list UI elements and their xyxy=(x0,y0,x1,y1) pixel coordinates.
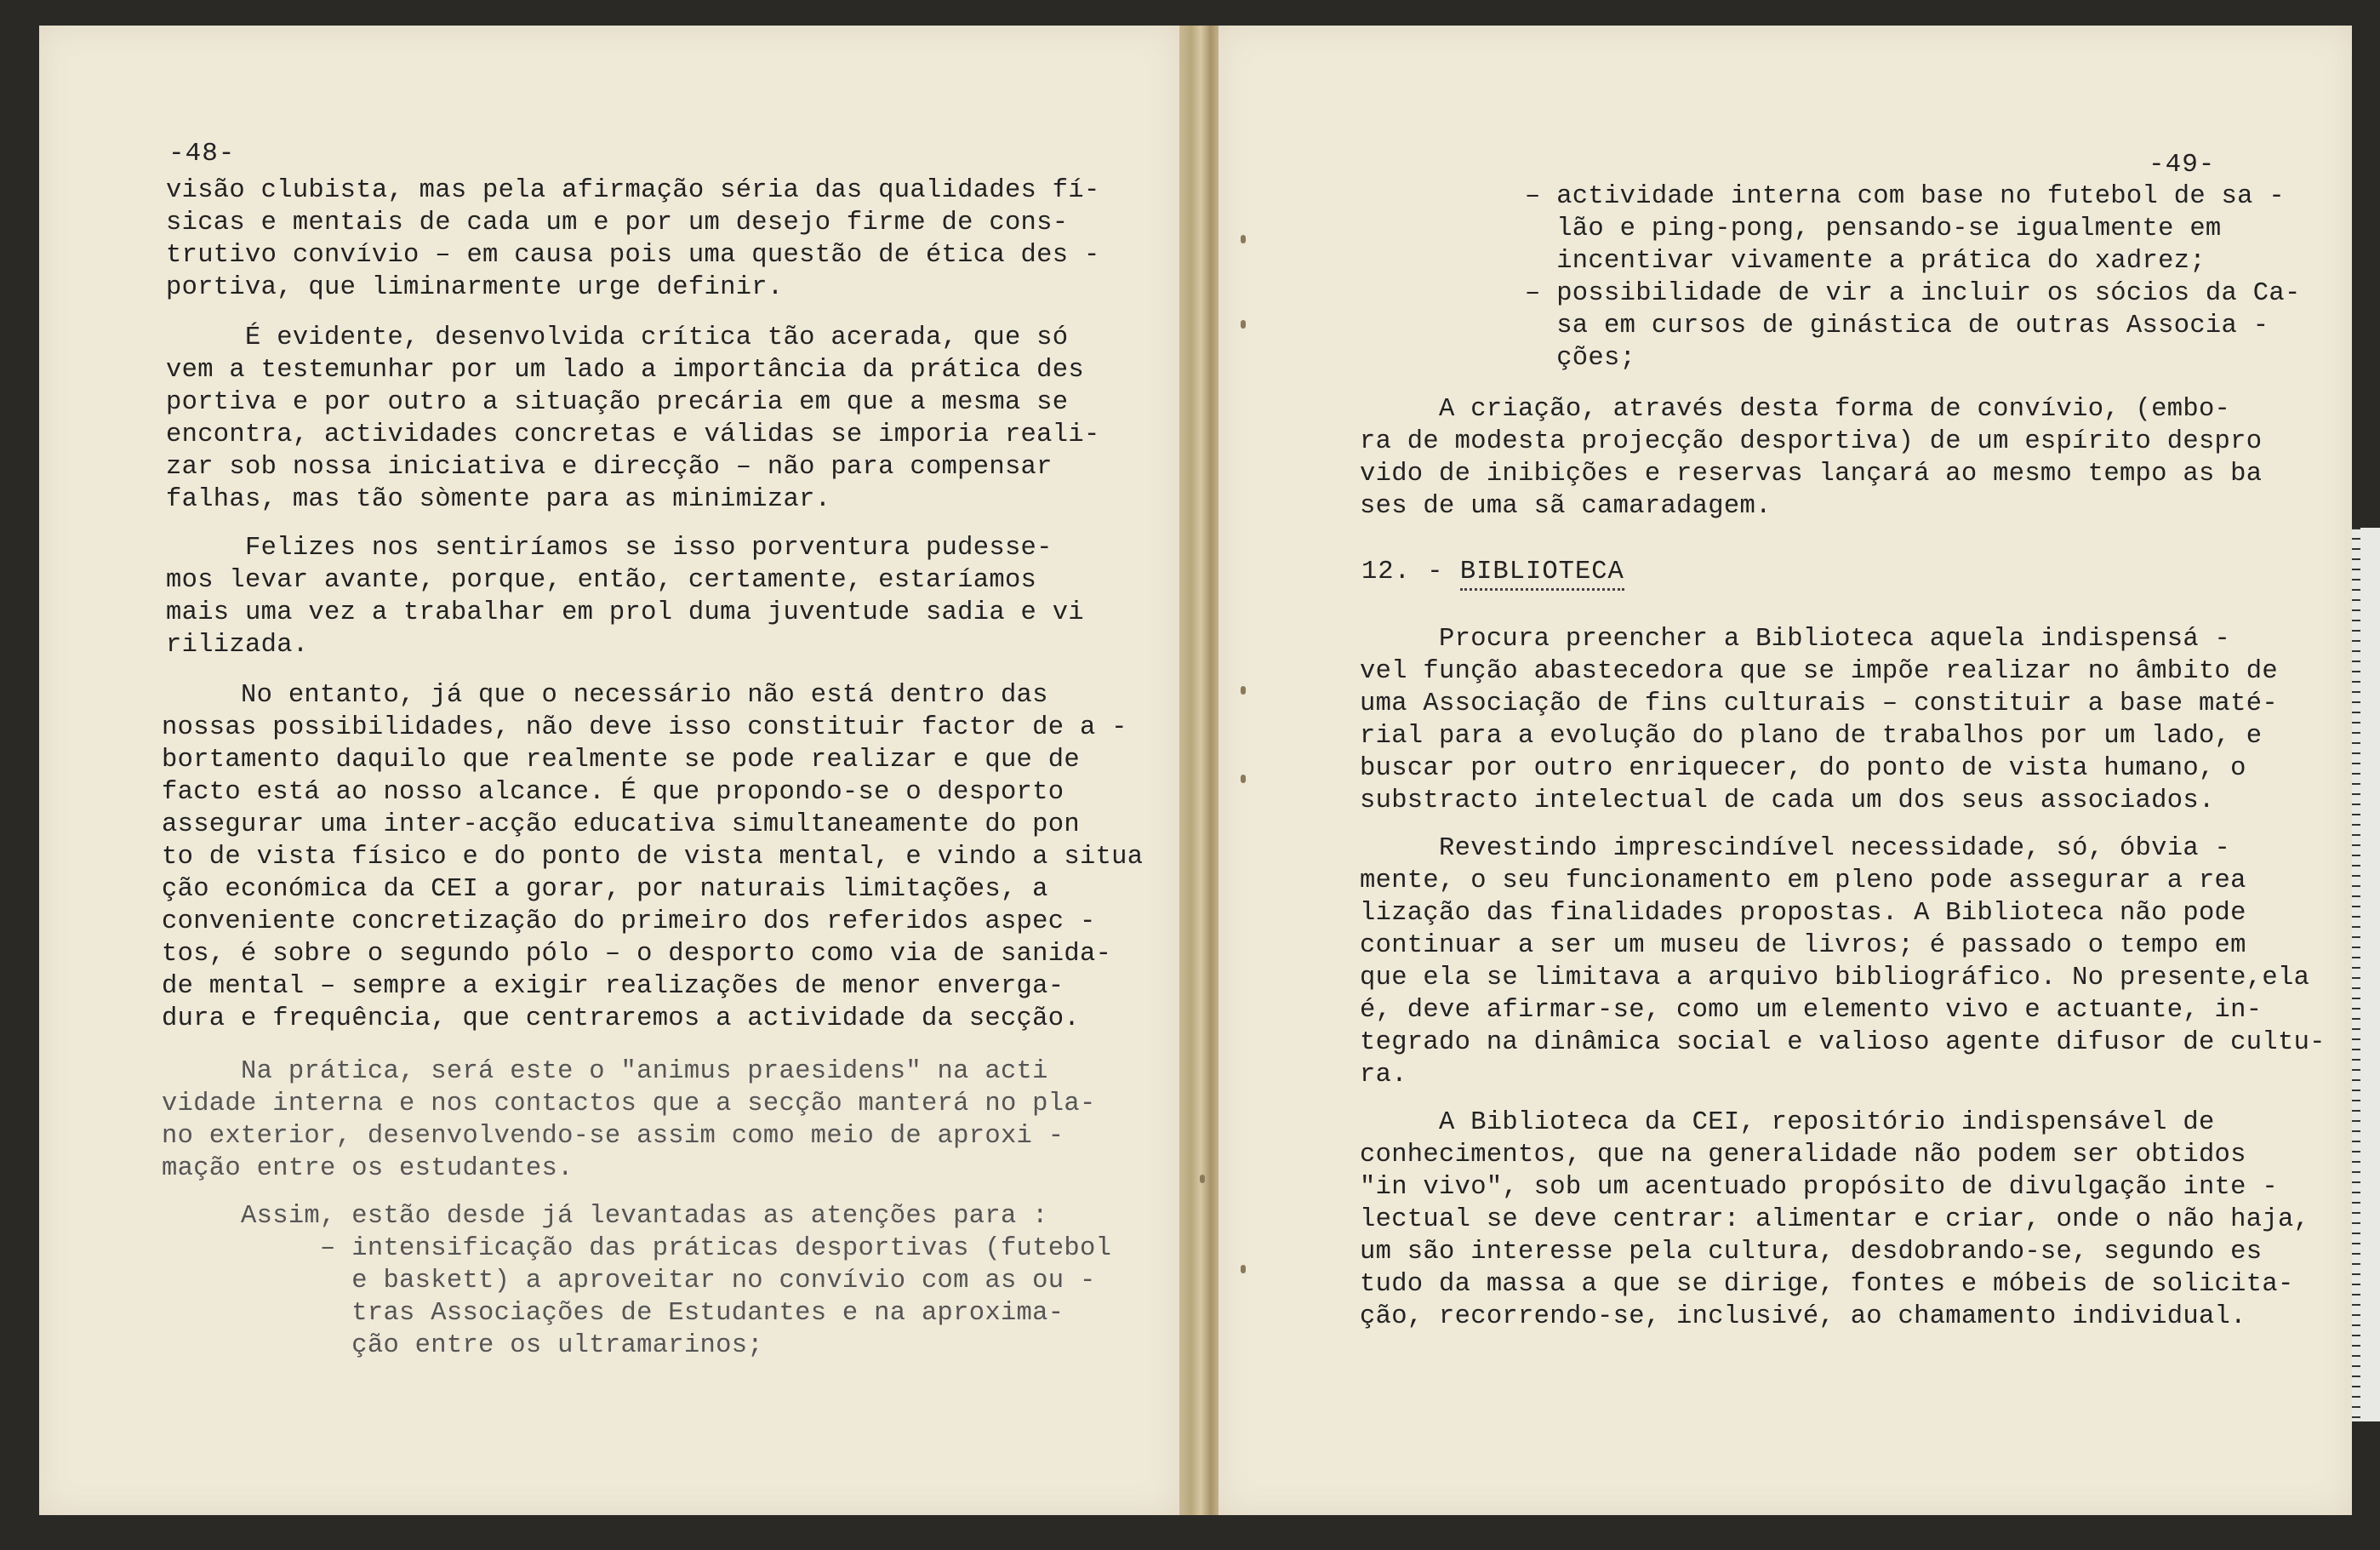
binding-hole xyxy=(1241,320,1246,329)
binding-hole xyxy=(1241,686,1246,695)
paragraph: É evidente, desenvolvida crítica tão acerada, que só vem a testemunhar por um lado a importância da prática des portiva e por outro a situação precária em que a mesma se encontra, actividades concretas e válidas se imporia reali- zar sob nossa iniciativa e direcção – não para compensar falhas, mas tão sòmente para as minimizar. xyxy=(166,323,1100,514)
paragraph: Assim, estão desde já levantadas as atenções para : – intensificação das práticas desportivas (futebol e baskett) a aproveitar no convívio com as ou - tras Associações de Estudantes e na aproxima- ção entre os ultramarinos; xyxy=(162,1202,1112,1360)
page-number-left: -48- xyxy=(168,139,236,169)
paragraph: visão clubista, mas pela afirmação séria das qualidades fí- sicas e mentais de cada um e por um desejo firme de cons- trutivo convívio – em causa pois uma questão de ética des - portiva, que liminarmente urge definir. xyxy=(166,176,1100,302)
bullet-list: – actividade interna com base no futebol de sa - lão e ping-pong, pensando-se igualmente em incentivar vivamente a prática do xadrez; – possibilidade de vir a incluir os sócios da Ca- sa em cursos de ginástica de outras Associa - ções; xyxy=(1525,182,2301,373)
paragraph: No entanto, já que o necessário não está dentro das nossas possibilidades, não deve isso constituir factor de a - bortamento daquilo que realmente se pode realizar e que de facto está ao nosso alcance. É que propondo-se o desporto assegurar uma inter-acção educativa simultaneamente do pon to de vista físico e do ponto de vista mental, e vindo a situa ção económica da CEI a gorar, por naturais limitações, a conveniente concretização do primeiro dos referidos aspec - tos, é sobre o segundo pólo – o desporto como via de sanida- de mental – sempre a exigir realizações de menor enverga- dura e frequência, que centraremos a actividade da secção. xyxy=(162,681,1144,1033)
paragraph: A criação, através desta forma de convívio, (embo- ra de modesta projecção desportiva) de um espírito despro vido de inibições e reservas lançará ao mesmo tempo as ba ses de uma sã camaradagem. xyxy=(1360,395,2263,521)
scale-ruler xyxy=(2352,528,2380,1421)
section-number: 12. - xyxy=(1361,558,1444,586)
binding-hole xyxy=(1200,1175,1205,1183)
book-gutter xyxy=(1179,26,1219,1515)
binding-hole xyxy=(1241,235,1246,243)
paragraph: Felizes nos sentiríamos se isso porventura pudesse- mos levar avante, porque, então, certamente, estaríamos mais uma vez a trabalhar em prol duma juventude sadia e vi rilizada. xyxy=(166,534,1084,660)
page-number-right: -49- xyxy=(2149,150,2216,180)
paragraph: Revestindo imprescindível necessidade, só, óbvia - mente, o seu funcionamento em pleno pode assegurar a rea lização das finalidades propostas. A Biblioteca não pode continuar a ser um museu de livros; é passado o tempo em que ela se limitava a arquivo bibliográfico. No presente,ela é, deve afirmar-se, como um elemento vivo e actuante, in- tegrado na dinâmica social e valioso agente difusor de cultu- ra. xyxy=(1360,834,2326,1090)
paragraph: A Biblioteca da CEI, repositório indispensável de conhecimentos, que na generalidade não podem ser obtidos "in vivo", sob um acentuado propósito de divulgação inte - lectual se deve centrar: alimentar e criar, onde o não haja, um são interesse pela cultura, desdobrando-se, segundo es tudo da massa a que se dirige, fontes e móbeis de solicita- ção, recorrendo-se, inclusivé, ao chamamento individual. xyxy=(1360,1108,2310,1331)
section-heading xyxy=(1361,555,1624,589)
section-title: BIBLIOTECA xyxy=(1460,558,1624,591)
paragraph: Procura preencher a Biblioteca aquela indispensá - vel função abastecedora que se impõe realizar no âmbito de uma Associação de fins culturais – constituir a base maté- rial para a evolução do plano de trabalhos por um lado, e buscar por outro enriquecer, do ponto de vista humano, o substracto intelectual de cada um dos seus associados. xyxy=(1360,625,2278,815)
paragraph: Na prática, será este o "animus praesidens" na acti vidade interna e nos contactos que a secção manterá no pla- no exterior, desenvolvendo-se assim como meio de aproxi - mação entre os estudantes. xyxy=(162,1057,1096,1183)
binding-hole xyxy=(1241,1265,1246,1273)
binding-hole xyxy=(1241,775,1246,783)
